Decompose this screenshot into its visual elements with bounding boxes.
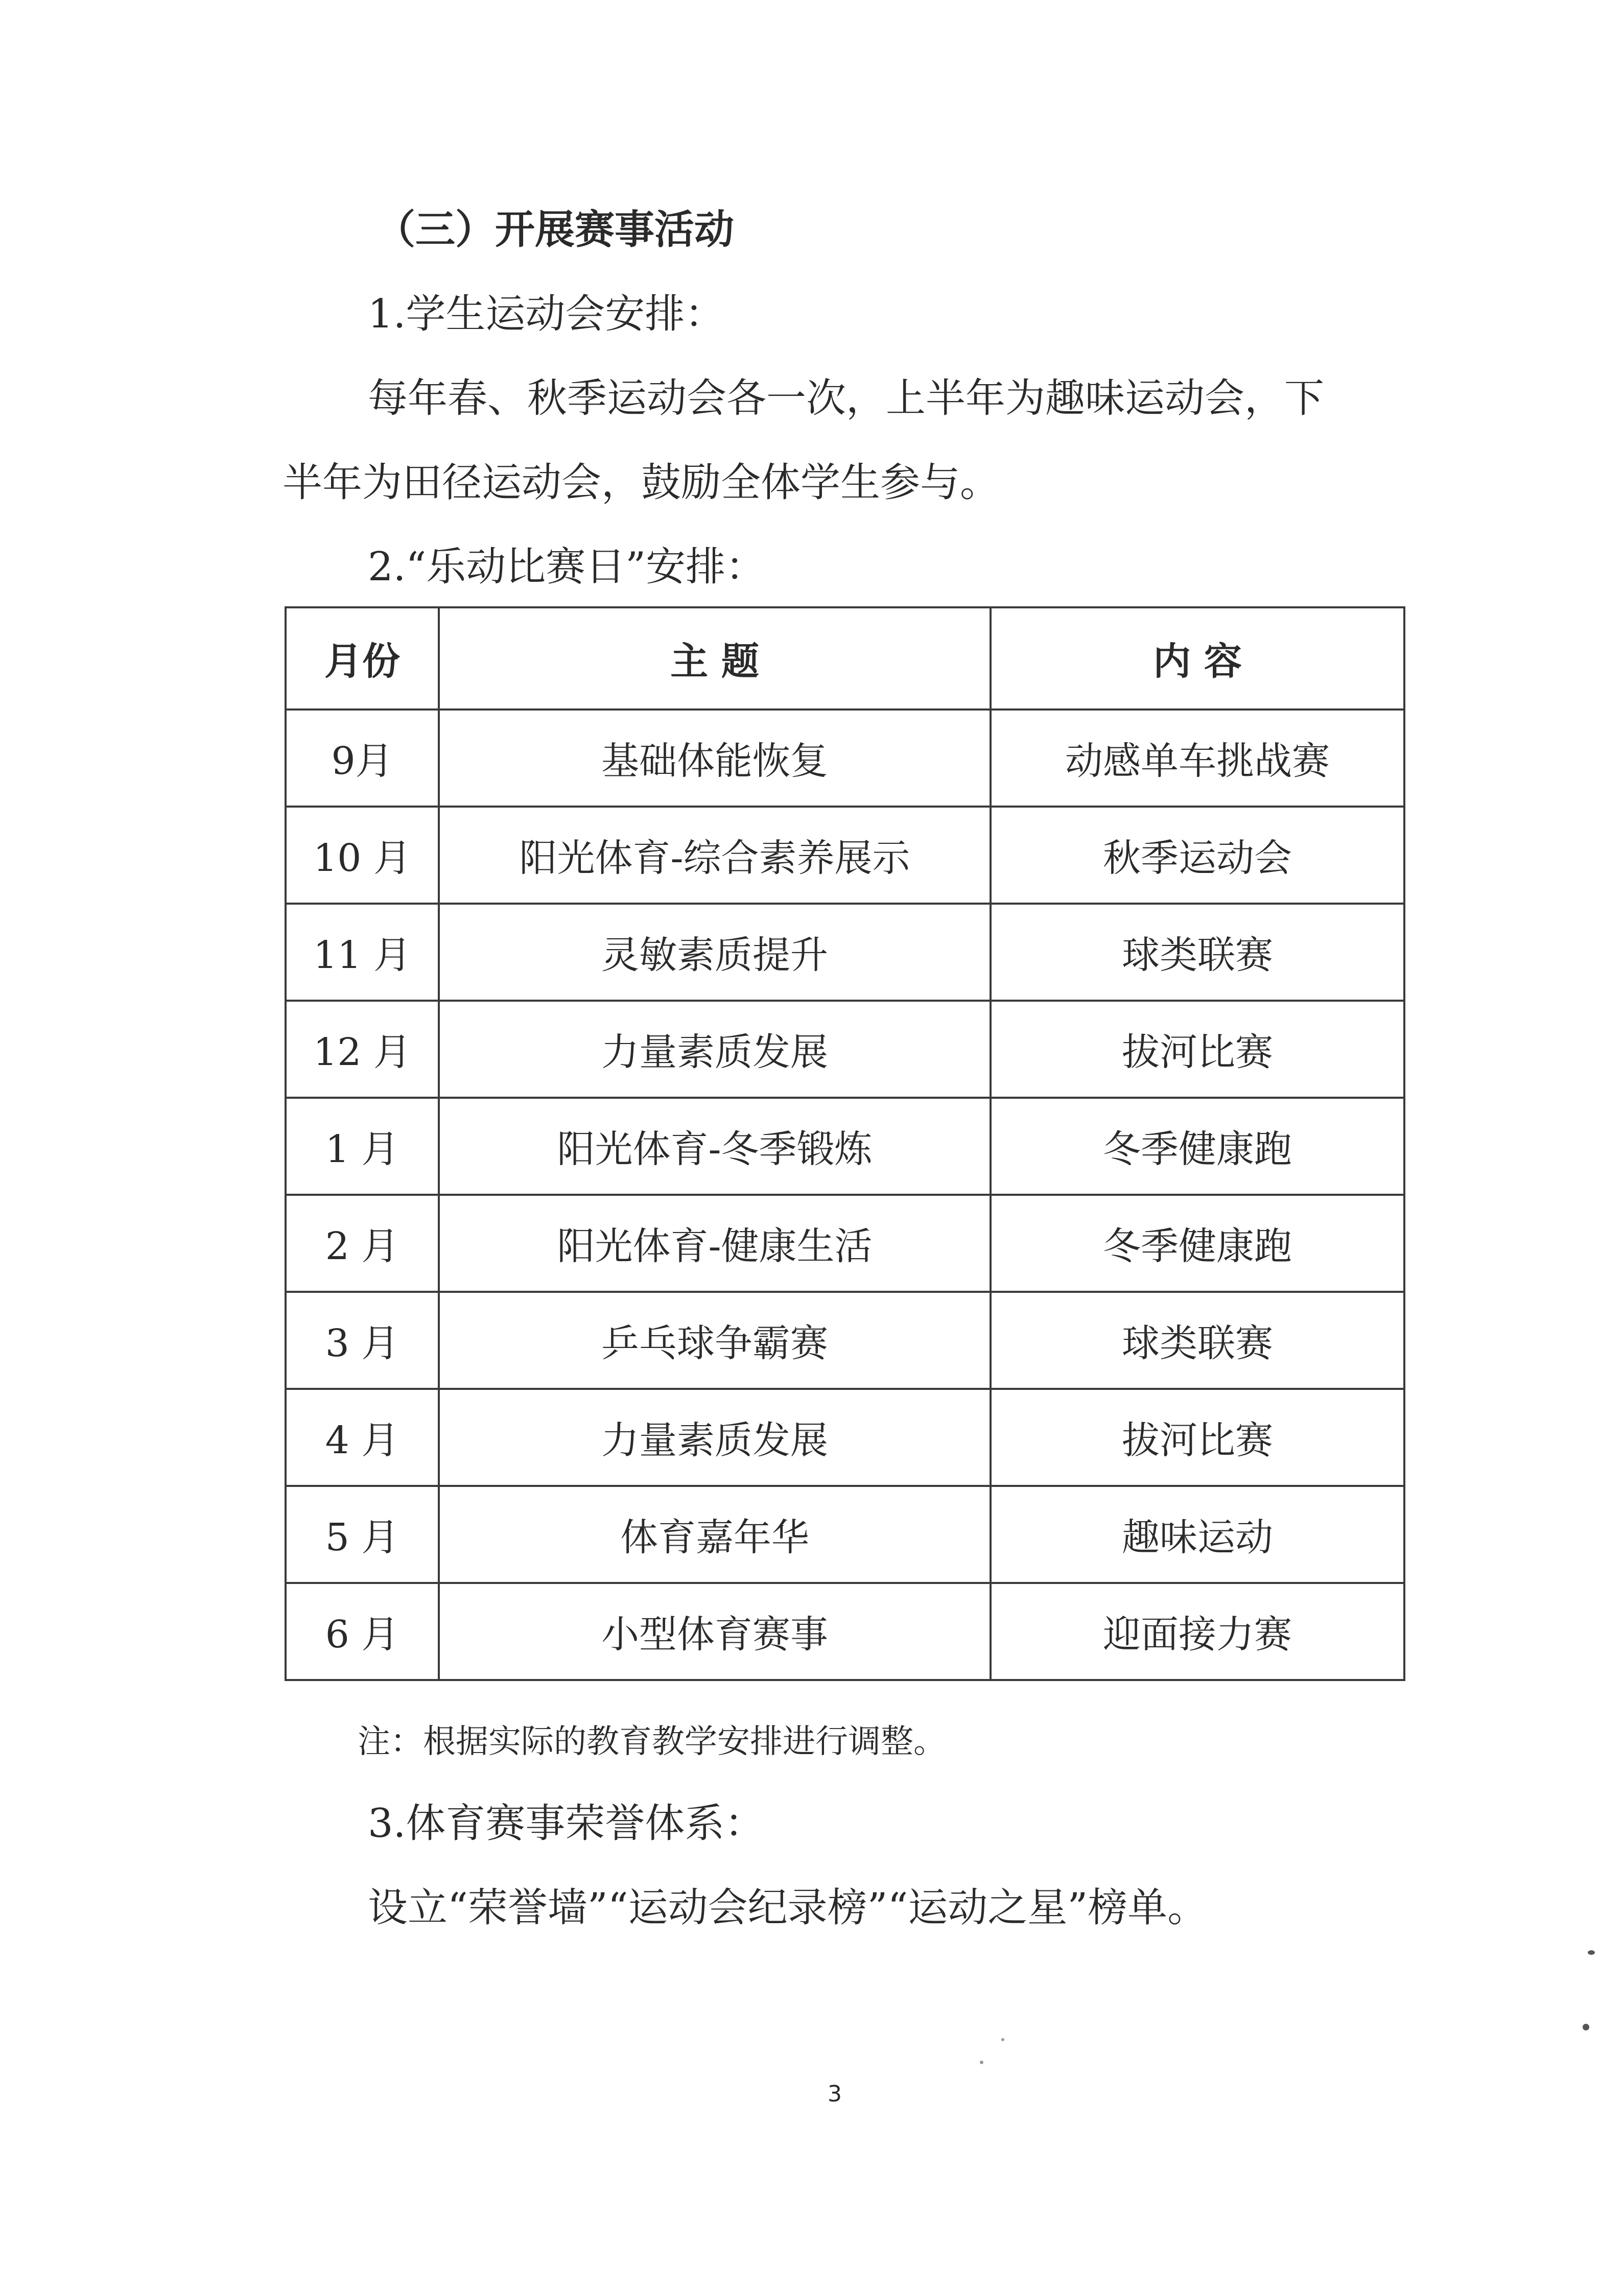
header-content: 内 容 (991, 607, 1404, 710)
cell-content: 拔河比赛 (991, 1001, 1404, 1098)
item1-paragraph-line2: 半年为田径运动会，鼓励全体学生参与。 (283, 460, 1000, 506)
item3-title: 3.体育赛事荣誉体系： (368, 1801, 765, 1847)
table-note: 注：根据实际的教育教学安排进行调整。 (358, 1723, 946, 1761)
item1-title: 1.学生运动会安排： (368, 291, 725, 337)
scan-speck (1588, 1950, 1595, 1955)
item3-paragraph: 设立“荣誉墙”“运动会纪录榜”“运动之星”榜单。 (368, 1885, 1208, 1931)
table-row (286, 710, 1404, 807)
cell-theme: 力量素质发展 (439, 1389, 991, 1486)
table-row (286, 807, 1404, 904)
cell-theme: 体育嘉年华 (439, 1486, 991, 1583)
cell-content: 迎面接力赛 (991, 1583, 1404, 1680)
item2-title: 2.“乐动比赛日”安排： (368, 544, 766, 590)
cell-month: 10 月 (286, 807, 439, 904)
table-row (286, 1001, 1404, 1098)
scan-speck (1583, 2024, 1589, 2030)
table-row (286, 1389, 1404, 1486)
cell-theme: 小型体育赛事 (439, 1583, 991, 1680)
table-row (286, 1486, 1404, 1583)
cell-month: 3 月 (286, 1292, 439, 1389)
scan-speck (980, 2061, 983, 2064)
cell-month: 12 月 (286, 1001, 439, 1098)
cell-month: 9月 (286, 710, 439, 807)
cell-content: 秋季运动会 (991, 807, 1404, 904)
table-row (286, 1583, 1404, 1680)
cell-content: 冬季健康跑 (991, 1098, 1404, 1195)
cell-month: 5 月 (286, 1486, 439, 1583)
table-row (286, 904, 1404, 1001)
cell-content: 动感单车挑战赛 (991, 710, 1404, 807)
header-month: 月份 (286, 607, 439, 710)
cell-theme: 阳光体育-健康生活 (439, 1195, 991, 1292)
cell-theme: 乒乓球争霸赛 (439, 1292, 991, 1389)
schedule-table (285, 606, 1405, 1681)
cell-month: 2 月 (286, 1195, 439, 1292)
cell-content: 拔河比赛 (991, 1389, 1404, 1486)
item1-paragraph-line1: 每年春、秋季运动会各一次，上半年为趣味运动会，下 (368, 375, 1325, 421)
table-row (286, 1195, 1404, 1292)
cell-month: 1 月 (286, 1098, 439, 1195)
cell-month: 11 月 (286, 904, 439, 1001)
table-row (286, 1292, 1404, 1389)
page-number: 3 (828, 2081, 842, 2107)
cell-month: 6 月 (286, 1583, 439, 1680)
cell-theme: 力量素质发展 (439, 1001, 991, 1098)
scan-speck (1001, 2038, 1004, 2041)
cell-content: 球类联赛 (991, 904, 1404, 1001)
cell-theme: 基础体能恢复 (439, 710, 991, 807)
cell-content: 冬季健康跑 (991, 1195, 1404, 1292)
cell-content: 趣味运动 (991, 1486, 1404, 1583)
table-row (286, 1098, 1404, 1195)
section-heading: （三）开展赛事活动 (375, 207, 735, 253)
header-theme: 主 题 (439, 607, 991, 710)
cell-theme: 灵敏素质提升 (439, 904, 991, 1001)
cell-month: 4 月 (286, 1389, 439, 1486)
cell-theme: 阳光体育-冬季锻炼 (439, 1098, 991, 1195)
cell-theme: 阳光体育-综合素养展示 (439, 807, 991, 904)
cell-content: 球类联赛 (991, 1292, 1404, 1389)
table-header-row (286, 607, 1404, 710)
